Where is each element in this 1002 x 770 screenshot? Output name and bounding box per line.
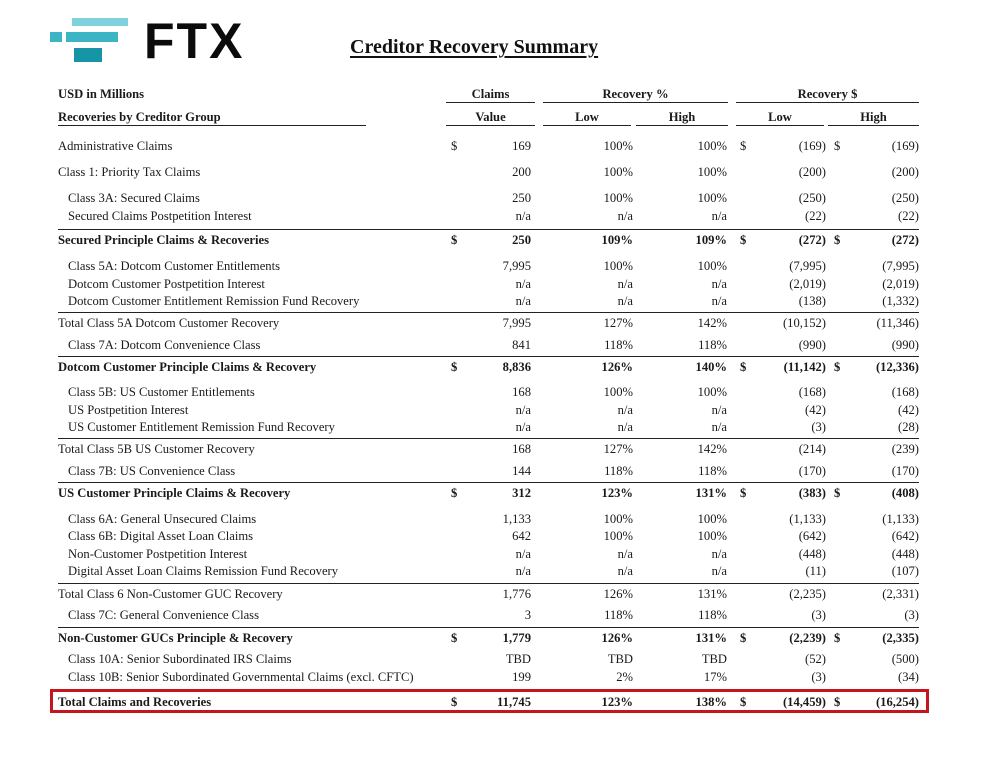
row-0-rec-low: (169) bbox=[798, 139, 826, 153]
row-14-label: Total Class 5B US Customer Recovery bbox=[58, 442, 255, 456]
row-20-rec-low: (11) bbox=[805, 564, 826, 578]
ftx-logo bbox=[50, 13, 270, 69]
row-0-d3: $ bbox=[834, 139, 841, 153]
row-0-d1: $ bbox=[451, 139, 458, 153]
row-2-label: Class 3A: Secured Claims bbox=[68, 191, 200, 205]
row-12-label: US Postpetition Interest bbox=[68, 403, 189, 417]
row-15-rec-low: (170) bbox=[798, 464, 826, 478]
row-11-claims: 168 bbox=[512, 385, 531, 399]
row-15-label: Class 7B: US Convenience Class bbox=[68, 464, 236, 478]
row-9-pct-high: 118% bbox=[698, 338, 727, 352]
recovery-usd-header-rule bbox=[736, 102, 919, 103]
row-13-rec-high: (28) bbox=[898, 420, 919, 434]
row-9-pct-low: 118% bbox=[604, 338, 633, 352]
row-10-d3: $ bbox=[834, 360, 841, 374]
row-22-label: Class 7C: General Convenience Class bbox=[68, 608, 259, 622]
row-24-rec-high: (500) bbox=[891, 652, 919, 666]
row-0-label: Administrative Claims bbox=[58, 139, 173, 153]
units-label: USD in Millions bbox=[58, 87, 145, 101]
row-22-claims: 3 bbox=[524, 608, 531, 622]
row-23-pct-high: 131% bbox=[695, 631, 727, 645]
row-18-rec-low: (642) bbox=[798, 529, 826, 543]
row-22-rec-low: (3) bbox=[811, 608, 826, 622]
row-11-rec-high: (168) bbox=[891, 385, 919, 399]
row-10-claims: 8,836 bbox=[502, 360, 531, 374]
section-rule bbox=[58, 229, 919, 230]
page-title: Creditor Recovery Summary bbox=[350, 36, 599, 58]
row-23-claims: 1,779 bbox=[502, 631, 531, 645]
row-12-claims: n/a bbox=[515, 403, 531, 417]
row-23-rec-high: (2,335) bbox=[882, 631, 919, 645]
row-25-label: Class 10B: Senior Subordinated Governmental Claims (excl. CFTC) bbox=[68, 670, 414, 684]
row-23-d2: $ bbox=[740, 631, 747, 645]
row-8-pct-high: 142% bbox=[697, 316, 727, 330]
row-20-label: Digital Asset Loan Claims Remission Fund Recovery bbox=[68, 564, 339, 578]
pct-low-header: Low bbox=[575, 110, 599, 124]
row-11-pct-high: 100% bbox=[697, 385, 727, 399]
row-16-d2: $ bbox=[740, 486, 747, 500]
row-18-pct-high: 100% bbox=[697, 529, 727, 543]
usd-high-header: High bbox=[860, 110, 887, 124]
row-11-rec-low: (168) bbox=[798, 385, 826, 399]
row-2-rec-low: (250) bbox=[798, 191, 826, 205]
row-26-claims: 11,745 bbox=[497, 695, 531, 709]
row-22-pct-high: 118% bbox=[698, 608, 727, 622]
row-8-label: Total Class 5A Dotcom Customer Recovery bbox=[58, 316, 280, 330]
row-2-pct-high: 100% bbox=[697, 191, 727, 205]
row-6-rec-low: (2,019) bbox=[789, 277, 826, 291]
row-13-pct-low: n/a bbox=[617, 420, 633, 434]
row-23-d3: $ bbox=[834, 631, 841, 645]
row-10-pct-high: 140% bbox=[695, 360, 727, 374]
section-rule bbox=[58, 627, 919, 628]
row-0-claims: 169 bbox=[512, 139, 531, 153]
group-label: Recoveries by Creditor Group bbox=[58, 110, 221, 124]
row-5-pct-low: 100% bbox=[603, 259, 633, 273]
row-7-pct-low: n/a bbox=[617, 294, 633, 308]
row-16-pct-low: 123% bbox=[601, 486, 633, 500]
row-24-claims: TBD bbox=[505, 652, 531, 666]
pct-high-header: High bbox=[668, 110, 696, 124]
row-1-rec-high: (200) bbox=[891, 165, 919, 179]
row-11-label: Class 5B: US Customer Entitlements bbox=[68, 385, 255, 399]
row-18-rec-high: (642) bbox=[891, 529, 919, 543]
row-16-claims: 312 bbox=[512, 486, 531, 500]
usd-low-header: Low bbox=[768, 110, 792, 124]
claims-value-rule bbox=[446, 125, 535, 126]
row-6-claims: n/a bbox=[515, 277, 531, 291]
row-25-pct-low: 2% bbox=[616, 670, 633, 684]
row-14-rec-low: (214) bbox=[798, 442, 826, 456]
usd-high-rule bbox=[828, 125, 919, 126]
row-26-pct-high: 138% bbox=[695, 695, 727, 709]
section-rule bbox=[58, 356, 919, 357]
row-19-rec-high: (448) bbox=[891, 547, 919, 561]
row-20-rec-high: (107) bbox=[891, 564, 919, 578]
pct-low-rule bbox=[543, 125, 631, 126]
row-26-d3: $ bbox=[834, 695, 841, 709]
row-5-label: Class 5A: Dotcom Customer Entitlements bbox=[68, 259, 280, 273]
row-16-d1: $ bbox=[451, 486, 458, 500]
row-15-pct-high: 118% bbox=[698, 464, 727, 478]
row-17-label: Class 6A: General Unsecured Claims bbox=[68, 512, 257, 526]
row-1-pct-low: 100% bbox=[603, 165, 633, 179]
row-12-pct-low: n/a bbox=[617, 403, 633, 417]
row-9-rec-high: (990) bbox=[891, 338, 919, 352]
row-8-rec-high: (11,346) bbox=[876, 316, 919, 330]
row-25-rec-high: (34) bbox=[898, 670, 919, 684]
row-24-pct-high: TBD bbox=[701, 652, 727, 666]
row-21-pct-low: 126% bbox=[603, 587, 633, 601]
row-16-label: US Customer Principle Claims & Recovery bbox=[58, 486, 291, 500]
row-4-d3: $ bbox=[834, 233, 841, 247]
ftx-wordmark: FTX bbox=[144, 13, 245, 69]
section-rule bbox=[58, 482, 919, 483]
row-1-label: Class 1: Priority Tax Claims bbox=[58, 165, 201, 179]
row-1-rec-low: (200) bbox=[798, 165, 826, 179]
row-22-rec-high: (3) bbox=[904, 608, 919, 622]
row-15-claims: 144 bbox=[512, 464, 531, 478]
row-26-d1: $ bbox=[451, 695, 458, 709]
row-6-label: Dotcom Customer Postpetition Interest bbox=[68, 277, 265, 291]
row-8-claims: 7,995 bbox=[502, 316, 531, 330]
row-4-claims: 250 bbox=[512, 233, 531, 247]
row-0-rec-high: (169) bbox=[891, 139, 919, 153]
row-12-pct-high: n/a bbox=[711, 403, 727, 417]
row-26-d2: $ bbox=[740, 695, 747, 709]
row-9-claims: 841 bbox=[512, 338, 531, 352]
row-7-label: Dotcom Customer Entitlement Remission Fund Recovery bbox=[68, 294, 360, 308]
section-rule bbox=[58, 438, 919, 439]
row-26-rec-high: (16,254) bbox=[875, 695, 919, 709]
row-3-pct-low: n/a bbox=[617, 209, 633, 223]
row-3-rec-high: (22) bbox=[898, 209, 919, 223]
row-21-rec-high: (2,331) bbox=[882, 587, 919, 601]
row-3-label: Secured Claims Postpetition Interest bbox=[68, 209, 252, 223]
row-25-pct-high: 17% bbox=[703, 670, 727, 684]
row-18-pct-low: 100% bbox=[603, 529, 633, 543]
row-4-d1: $ bbox=[451, 233, 458, 247]
row-2-claims: 250 bbox=[512, 191, 531, 205]
row-4-pct-low: 109% bbox=[601, 233, 633, 247]
section-rule bbox=[58, 583, 919, 584]
row-24-pct-low: TBD bbox=[607, 652, 633, 666]
row-10-rec-low: (11,142) bbox=[783, 360, 826, 374]
row-16-rec-low: (383) bbox=[798, 486, 826, 500]
row-14-claims: 168 bbox=[512, 442, 531, 456]
row-14-pct-low: 127% bbox=[603, 442, 633, 456]
row-10-pct-low: 126% bbox=[601, 360, 633, 374]
row-22-pct-low: 118% bbox=[604, 608, 633, 622]
row-3-pct-high: n/a bbox=[711, 209, 727, 223]
row-3-rec-low: (22) bbox=[805, 209, 826, 223]
recovery-pct-header: Recovery % bbox=[602, 87, 669, 101]
row-7-pct-high: n/a bbox=[711, 294, 727, 308]
row-24-rec-low: (52) bbox=[805, 652, 826, 666]
row-8-pct-low: 127% bbox=[603, 316, 633, 330]
row-20-pct-high: n/a bbox=[711, 564, 727, 578]
recovery-usd-header: Recovery $ bbox=[797, 87, 858, 101]
row-7-rec-high: (1,332) bbox=[882, 294, 919, 308]
row-25-claims: 199 bbox=[512, 670, 531, 684]
claims-value-header: Value bbox=[475, 110, 506, 124]
row-6-pct-low: n/a bbox=[617, 277, 633, 291]
row-19-pct-low: n/a bbox=[617, 547, 633, 561]
row-16-d3: $ bbox=[834, 486, 841, 500]
row-9-label: Class 7A: Dotcom Convenience Class bbox=[68, 338, 261, 352]
row-4-pct-high: 109% bbox=[695, 233, 727, 247]
row-10-d2: $ bbox=[740, 360, 747, 374]
row-11-pct-low: 100% bbox=[603, 385, 633, 399]
row-24-label: Class 10A: Senior Subordinated IRS Claims bbox=[68, 652, 292, 666]
row-4-label: Secured Principle Claims & Recoveries bbox=[58, 233, 270, 247]
row-3-claims: n/a bbox=[515, 209, 531, 223]
row-18-label: Class 6B: Digital Asset Loan Claims bbox=[68, 529, 254, 543]
row-14-pct-high: 142% bbox=[697, 442, 727, 456]
row-5-claims: 7,995 bbox=[502, 259, 531, 273]
row-7-rec-low: (138) bbox=[798, 294, 826, 308]
ftx-logo-mark-icon bbox=[50, 18, 130, 66]
row-4-rec-high: (272) bbox=[891, 233, 919, 247]
row-19-claims: n/a bbox=[515, 547, 531, 561]
row-23-pct-low: 126% bbox=[601, 631, 633, 645]
row-26-label: Total Claims and Recoveries bbox=[58, 695, 212, 709]
row-19-rec-low: (448) bbox=[798, 547, 826, 561]
row-19-pct-high: n/a bbox=[711, 547, 727, 561]
row-23-rec-low: (2,239) bbox=[789, 631, 826, 645]
row-23-label: Non-Customer GUCs Principle & Recovery bbox=[58, 631, 293, 645]
row-17-rec-high: (1,133) bbox=[882, 512, 919, 526]
row-0-d2: $ bbox=[740, 139, 747, 153]
row-13-pct-high: n/a bbox=[711, 420, 727, 434]
row-1-pct-high: 100% bbox=[697, 165, 727, 179]
row-25-rec-low: (3) bbox=[811, 670, 826, 684]
claims-header: Claims bbox=[471, 87, 510, 101]
row-20-claims: n/a bbox=[515, 564, 531, 578]
row-10-d1: $ bbox=[451, 360, 458, 374]
row-23-d1: $ bbox=[451, 631, 458, 645]
row-2-rec-high: (250) bbox=[891, 191, 919, 205]
row-17-rec-low: (1,133) bbox=[789, 512, 826, 526]
row-21-rec-low: (2,235) bbox=[789, 587, 826, 601]
row-8-rec-low: (10,152) bbox=[782, 316, 826, 330]
row-17-pct-low: 100% bbox=[603, 512, 633, 526]
row-21-label: Total Class 6 Non-Customer GUC Recovery bbox=[58, 587, 283, 601]
row-10-rec-high: (12,336) bbox=[875, 360, 919, 374]
row-2-pct-low: 100% bbox=[603, 191, 633, 205]
row-5-rec-low: (7,995) bbox=[789, 259, 826, 273]
row-10-label: Dotcom Customer Principle Claims & Recovery bbox=[58, 360, 317, 374]
section-rule bbox=[58, 312, 919, 313]
claims-header-rule bbox=[446, 102, 535, 103]
row-13-claims: n/a bbox=[515, 420, 531, 434]
usd-low-rule bbox=[736, 125, 824, 126]
row-15-rec-high: (170) bbox=[891, 464, 919, 478]
row-20-pct-low: n/a bbox=[617, 564, 633, 578]
row-21-claims: 1,776 bbox=[502, 587, 531, 601]
row-26-pct-low: 123% bbox=[601, 695, 633, 709]
row-4-rec-low: (272) bbox=[798, 233, 826, 247]
row-17-pct-high: 100% bbox=[697, 512, 727, 526]
row-1-claims: 200 bbox=[512, 165, 531, 179]
row-15-pct-low: 118% bbox=[604, 464, 633, 478]
pct-high-rule bbox=[636, 125, 728, 126]
recovery-pct-header-rule bbox=[543, 102, 728, 103]
row-21-pct-high: 131% bbox=[697, 587, 727, 601]
row-4-d2: $ bbox=[740, 233, 747, 247]
row-26-rec-low: (14,459) bbox=[782, 695, 826, 709]
row-0-pct-low: 100% bbox=[603, 139, 633, 153]
row-9-rec-low: (990) bbox=[798, 338, 826, 352]
row-16-pct-high: 131% bbox=[695, 486, 727, 500]
row-12-rec-high: (42) bbox=[898, 403, 919, 417]
row-6-rec-high: (2,019) bbox=[882, 277, 919, 291]
row-7-claims: n/a bbox=[515, 294, 531, 308]
row-5-rec-high: (7,995) bbox=[882, 259, 919, 273]
row-5-pct-high: 100% bbox=[697, 259, 727, 273]
row-13-rec-low: (3) bbox=[811, 420, 826, 434]
row-14-rec-high: (239) bbox=[891, 442, 919, 456]
row-6-pct-high: n/a bbox=[711, 277, 727, 291]
row-16-rec-high: (408) bbox=[891, 486, 919, 500]
group-header-rule bbox=[58, 125, 366, 126]
total-highlight-box bbox=[50, 689, 929, 713]
row-13-label: US Customer Entitlement Remission Fund Recovery bbox=[68, 420, 335, 434]
row-17-claims: 1,133 bbox=[502, 512, 531, 526]
row-19-label: Non-Customer Postpetition Interest bbox=[68, 547, 248, 561]
row-12-rec-low: (42) bbox=[805, 403, 826, 417]
row-0-pct-high: 100% bbox=[697, 139, 727, 153]
row-18-claims: 642 bbox=[512, 529, 531, 543]
